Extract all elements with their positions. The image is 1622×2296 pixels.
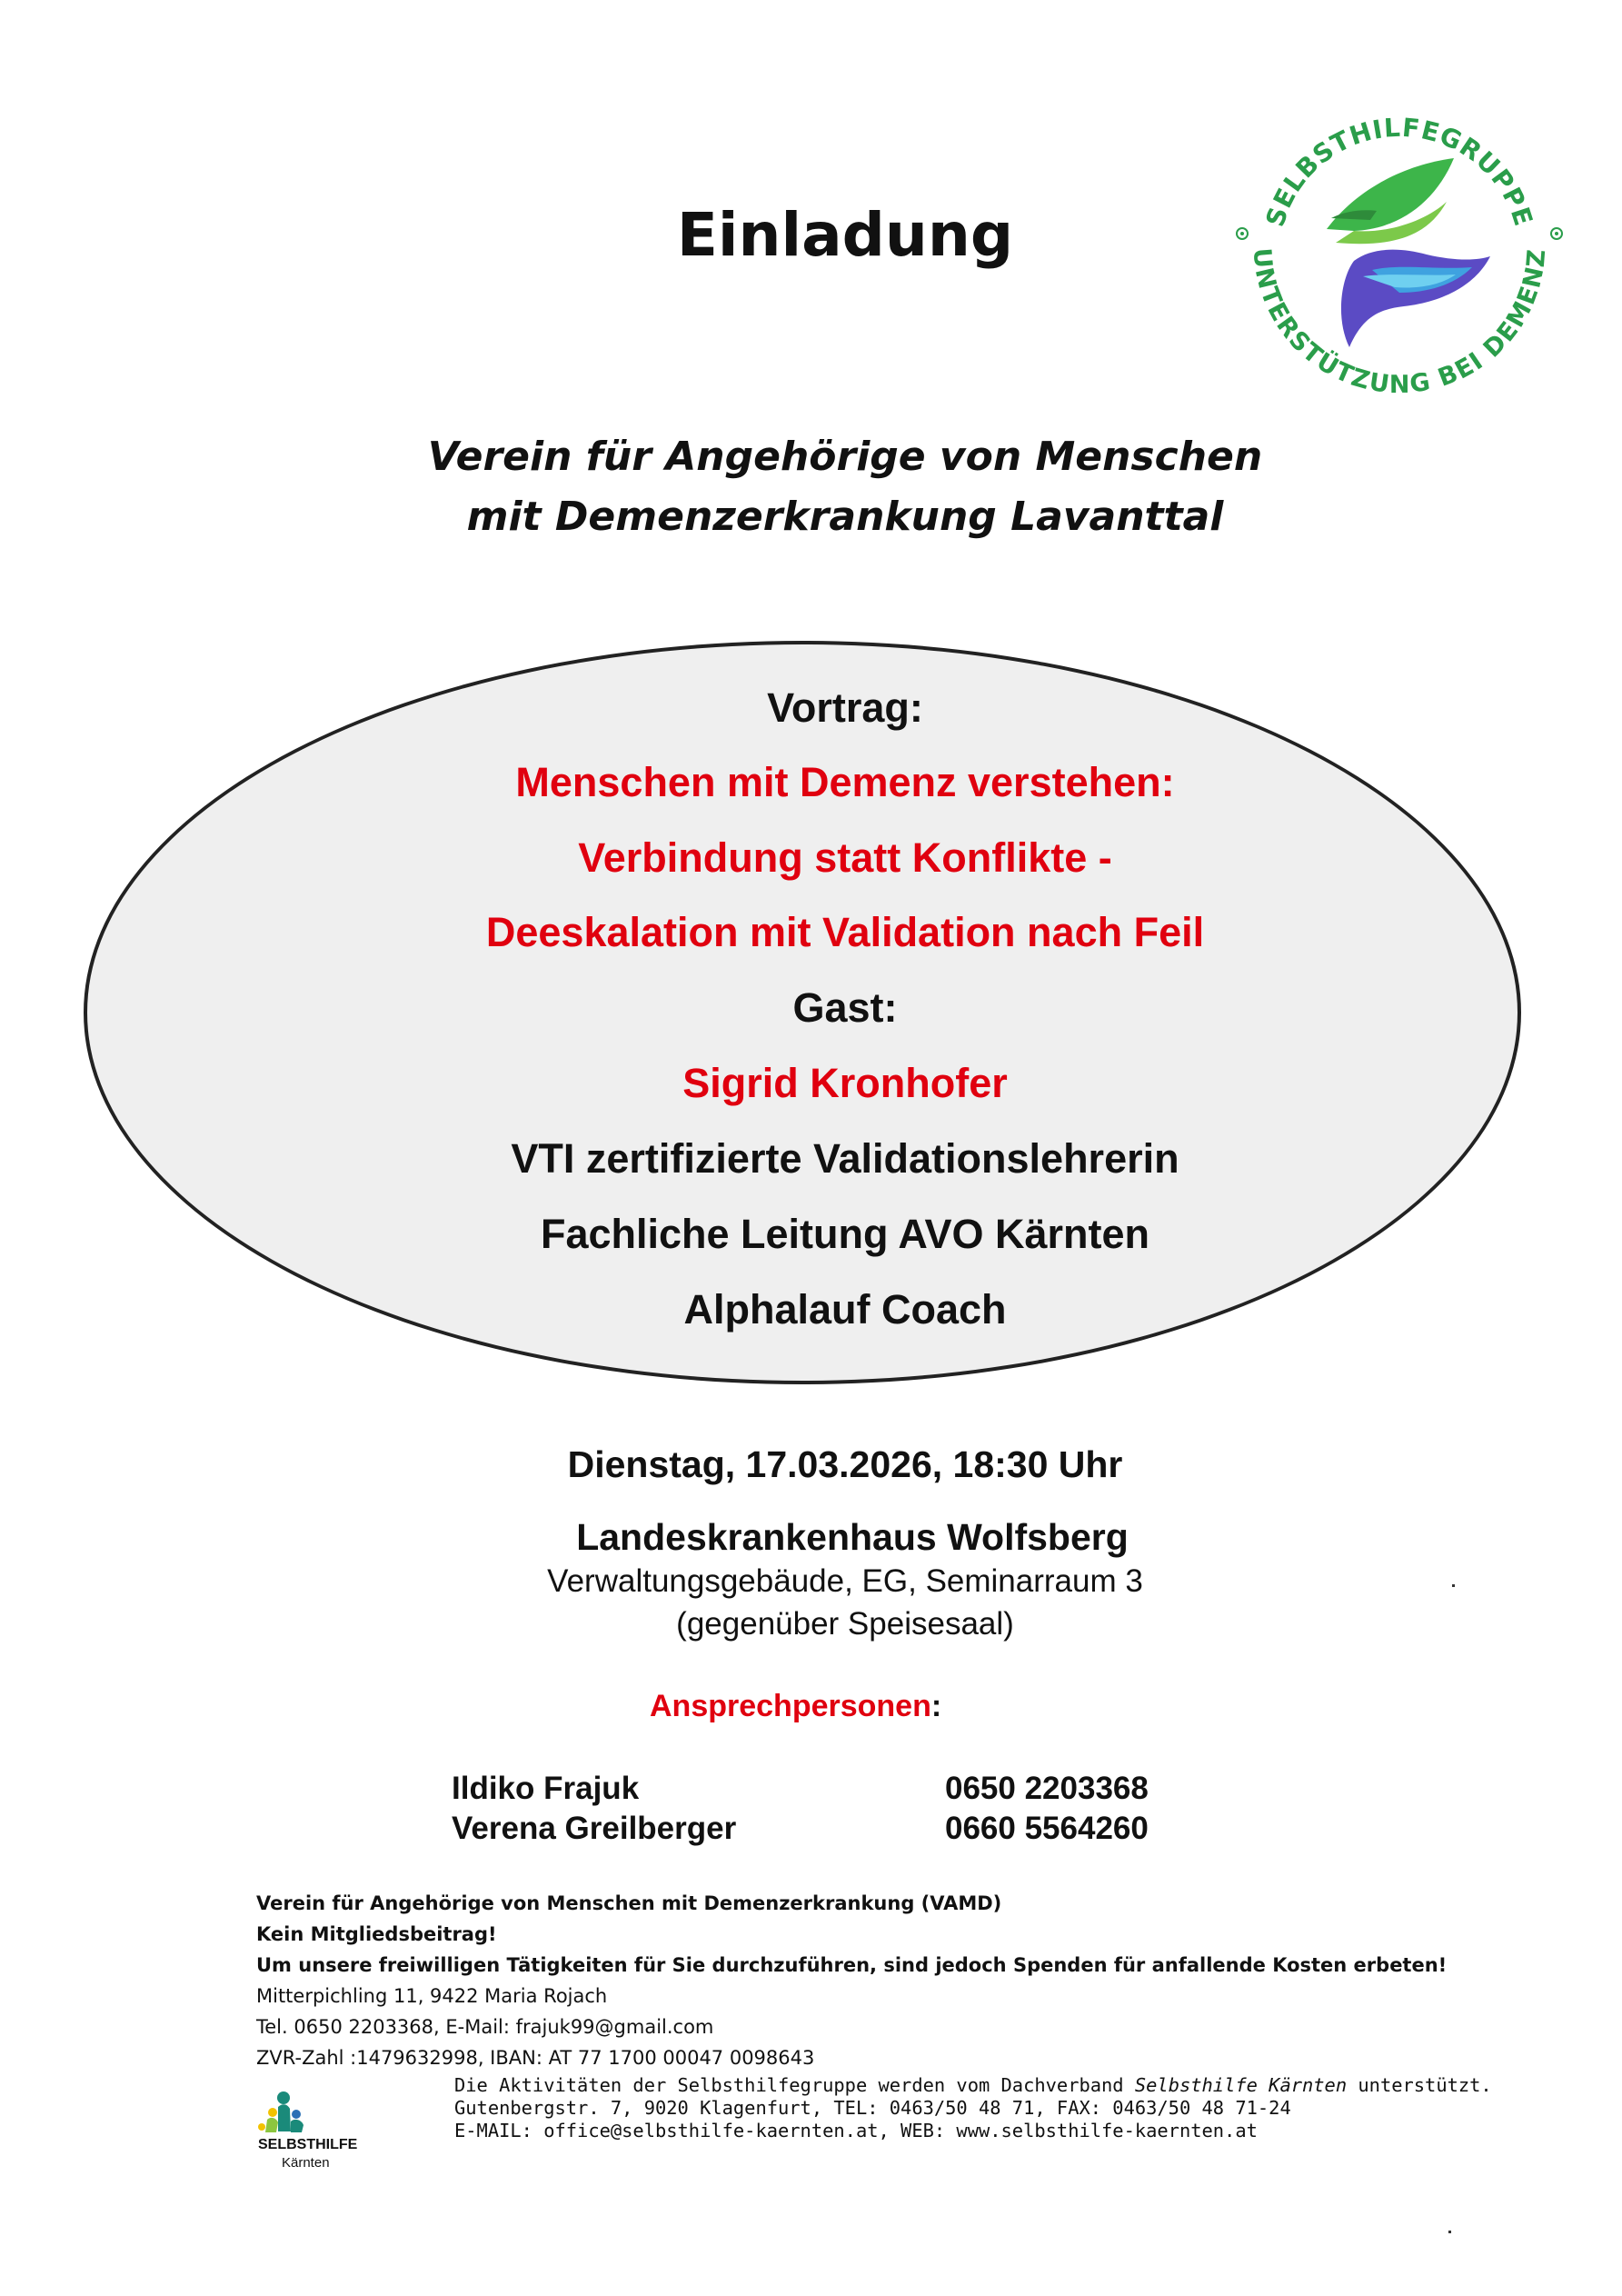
footer-fee: Kein Mitgliedsbeitrag! bbox=[256, 1923, 497, 1945]
subtitle bbox=[0, 427, 1622, 547]
guest-role: VTI zertifizierte Validationslehrerin bbox=[511, 1135, 1179, 1182]
event-room: Verwaltungsgebäude, EG, Seminarraum 3 bbox=[547, 1563, 1143, 1599]
page-title: Einladung bbox=[676, 200, 1014, 270]
lecture-label: Vortrag: bbox=[767, 684, 923, 731]
umbrella-line1-prefix: Die Aktivitäten der Selbsthilfegruppe werden vom Dachverband bbox=[454, 2074, 1135, 2096]
contact-phone: 0650 2203368 bbox=[945, 1771, 1149, 1806]
contacts-heading-text: Ansprechpersonen bbox=[650, 1689, 931, 1723]
logo-top-text: SELBSTHILFEGRUPPE bbox=[1259, 112, 1539, 231]
contact-name: Verena Greilberger bbox=[452, 1811, 737, 1846]
stray-dot bbox=[1452, 1584, 1455, 1587]
footer-org-name: Verein für Angehörige von Menschen mit Demenzerkrankung (VAMD) bbox=[256, 1892, 1002, 1914]
umbrella-line1-italic: Selbsthilfe Kärnten bbox=[1134, 2074, 1348, 2096]
selbsthilfe-kaernten-logo bbox=[254, 2081, 400, 2172]
people-icon bbox=[258, 2091, 304, 2132]
guest-role: Alphalauf Coach bbox=[683, 1286, 1007, 1333]
footer-donation: Um unsere freiwilligen Tätigkeiten für Sie durchzuführen, sind jedoch Spenden für anfallende Kosten erbeten! bbox=[256, 1954, 1448, 1976]
subtitle-line: mit Demenzerkrankung Lavanttal bbox=[466, 494, 1224, 540]
guest-role: Fachliche Leitung AVO Kärnten bbox=[540, 1211, 1150, 1257]
event-date: Dienstag, 17.03.2026, 18:30 Uhr bbox=[567, 1443, 1123, 1485]
guest-name: Sigrid Kronhofer bbox=[682, 1060, 1008, 1106]
sh-logo-region: Kärnten bbox=[282, 2155, 330, 2171]
logo-bottom-text: UNTERSTÜTZUNG BEI DEMENZ bbox=[1247, 246, 1552, 400]
umbrella-address: Gutenbergstr. 7, 9020 Klagenfurt, TEL: 0463/50 48 71, FAX: 0463/50 48 71-24 bbox=[454, 2097, 1291, 2119]
footer-address: Mitterpichling 11, 9422 Maria Rojach bbox=[256, 1985, 608, 2007]
selbsthilfegruppe-logo bbox=[1218, 75, 1581, 438]
lecture-title-line: Deeskalation mit Validation nach Feil bbox=[485, 909, 1205, 955]
contact-phone: 0660 5564260 bbox=[945, 1811, 1149, 1846]
guest-label: Gast: bbox=[792, 984, 898, 1031]
footer-bank: ZVR-Zahl :1479632998, IBAN: AT 77 1700 00047 0098643 bbox=[256, 2047, 815, 2069]
contacts-heading bbox=[650, 1689, 941, 1724]
contact-name: Ildiko Frajuk bbox=[452, 1771, 640, 1806]
sh-logo-name: SELBSTHILFE bbox=[258, 2137, 358, 2152]
green-hand-icon bbox=[1327, 158, 1454, 244]
umbrella-line bbox=[454, 2074, 1492, 2096]
umbrella-line1-suffix: unterstützt. bbox=[1347, 2074, 1492, 2096]
event-location: Landeskrankenhaus Wolfsberg bbox=[576, 1516, 1129, 1558]
event-note: (gegenüber Speisesaal) bbox=[676, 1606, 1014, 1642]
lecture-title-line: Verbindung statt Konflikte - bbox=[578, 834, 1112, 881]
subtitle-line: Verein für Angehörige von Menschen bbox=[427, 434, 1263, 480]
blue-hand-icon bbox=[1341, 250, 1490, 347]
lecture-title-line: Menschen mit Demenz verstehen: bbox=[515, 759, 1175, 805]
contacts-heading-colon: : bbox=[930, 1689, 942, 1723]
stray-dot bbox=[1448, 2231, 1451, 2233]
umbrella-contact: E-MAIL: office@selbsthilfe-kaernten.at, WEB: www.selbsthilfe-kaernten.at bbox=[454, 2120, 1258, 2141]
footer-contact: Tel. 0650 2203368, E-Mail: frajuk99@gmail.com bbox=[256, 2016, 714, 2038]
